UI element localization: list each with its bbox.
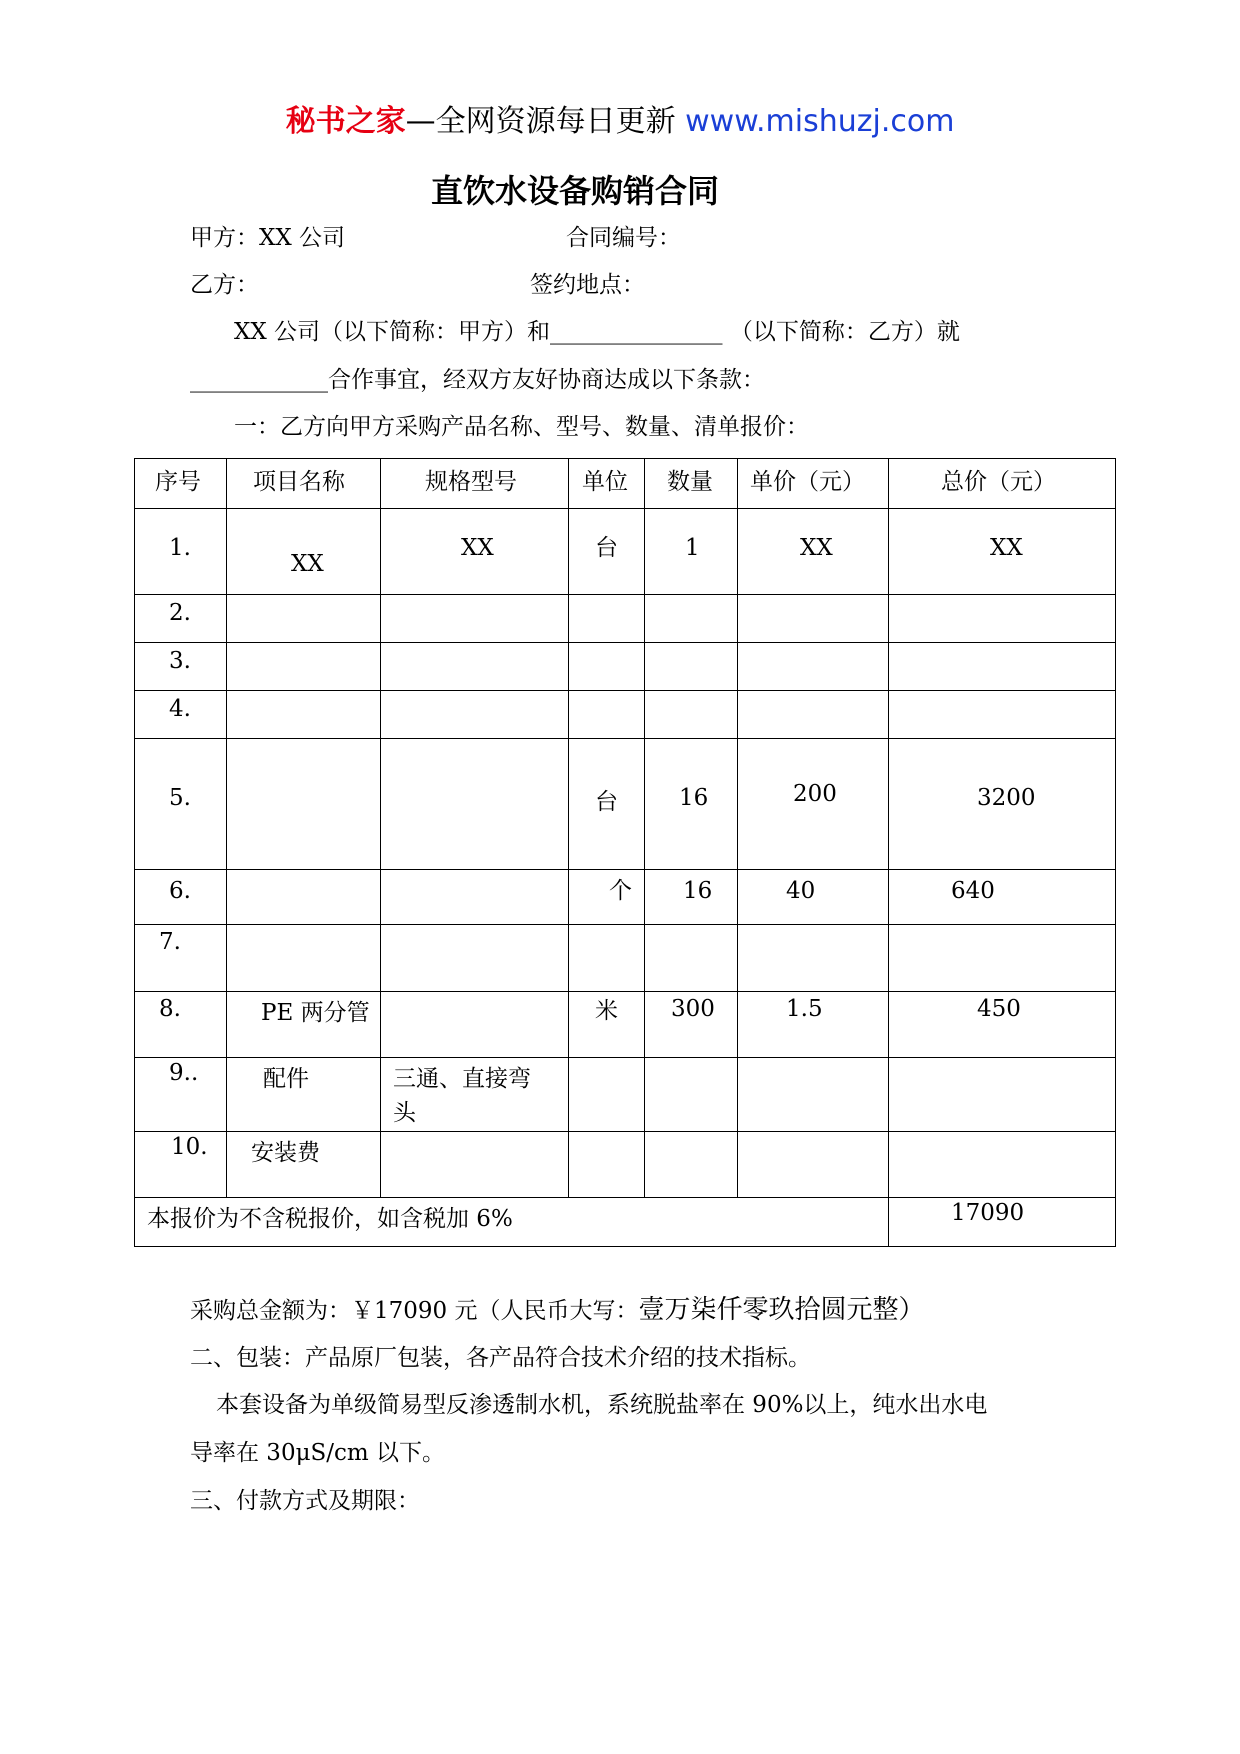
clause-2-heading: 二、包装：产品原厂包装，各产品符合技术介绍的技术指标。 [190,1345,811,1371]
row-name: 配件 [263,1066,309,1092]
table-row [135,691,1116,739]
header-price: 单价（元） [738,459,889,509]
table-row [135,1132,1116,1198]
table-footer-row [135,1198,1116,1247]
row-spec-line-1: 三通、直接弯 [393,1066,531,1092]
contract-no-label: 合同编号： [566,225,681,251]
party-a-label: 甲方：XX 公司 [190,225,346,251]
header-spec: 规格型号 [381,459,569,509]
row-total: XX [990,535,1023,561]
row-price: 40 [786,878,816,904]
table-row [135,925,1116,992]
equipment-description-2: 导率在 30μS/cm 以下。 [190,1440,446,1466]
row-unit: 米 [595,998,618,1024]
table-row [135,739,1116,870]
row-no: 10. [171,1134,208,1160]
total-amount-line [190,1294,925,1327]
row-total: 450 [977,996,1021,1022]
clause-1-heading: 一：乙方向甲方采购产品名称、型号、数量、清单报价： [234,414,809,440]
row-price: 200 [793,781,837,807]
row-total: 3200 [977,785,1036,811]
row-no: 1. [169,535,191,561]
row-price: 1.5 [786,996,823,1022]
total-amount-prefix: 采购总金额为：￥17090 元（人民币大写： [190,1298,639,1324]
row-qty: 1 [685,535,700,561]
equipment-description-1: 本套设备为单级简易型反渗透制水机，系统脱盐率在 90%以上，纯水出水电 [216,1392,988,1418]
header-no: 序号 [135,459,227,509]
table-row [135,1058,1116,1132]
row-qty: 16 [683,878,713,904]
tax-note: 本报价为不含税报价，如含税加 6% [147,1206,513,1232]
row-no: 9.. [169,1060,199,1086]
row-no: 6. [169,878,191,904]
table-row [135,509,1116,595]
total-amount-words: 壹万柒仟零玖拾圆元整 [638,1295,899,1325]
table-row [135,870,1116,925]
row-no: 2. [169,600,191,626]
banner-brand: 秘书之家 [285,104,406,139]
row-unit: 台 [595,789,618,815]
row-no: 4. [169,696,191,722]
row-unit: 台 [595,535,618,561]
row-qty: 300 [671,996,715,1022]
clause-3-heading: 三、付款方式及期限： [190,1488,420,1514]
row-name: PE 两分管 [261,1000,370,1026]
grand-total: 17090 [951,1200,1025,1226]
row-unit: 个 [609,878,632,904]
row-qty: 16 [679,785,709,811]
document-title: 直饮水设备购销合同 [430,172,719,210]
table-row [135,595,1116,643]
header-total: 总价（元） [889,459,1116,509]
row-name: XX [291,551,324,577]
intro-line-1: XX 公司（以下简称：甲方）和_______________ （以下简称：乙方）就 [234,319,960,345]
row-name: 安装费 [251,1140,320,1166]
party-b-label: 乙方： [190,272,259,298]
table-row [135,643,1116,691]
row-no: 7. [159,929,181,955]
row-no: 8. [159,996,181,1022]
intro-line-2: ____________合作事宜，经双方友好协商达成以下条款： [190,367,765,393]
banner-slogan: —全网资源每日更新 [405,104,676,139]
table-header-row [135,459,1116,509]
banner-url[interactable]: www.mishuzj.com [685,104,955,139]
site-banner [0,102,1240,142]
row-no: 3. [169,648,191,674]
row-price: XX [800,535,833,561]
row-total: 640 [951,878,995,904]
row-no: 5. [169,785,191,811]
header-unit: 单位 [569,459,645,509]
sign-place-label: 签约地点： [530,272,645,298]
row-spec-line-2: 头 [393,1100,416,1126]
header-name: 项目名称 [227,459,381,509]
row-spec: XX [461,535,494,561]
quote-table [134,458,1116,1247]
header-qty: 数量 [645,459,738,509]
total-amount-suffix: ） [898,1295,925,1325]
table-row [135,992,1116,1058]
